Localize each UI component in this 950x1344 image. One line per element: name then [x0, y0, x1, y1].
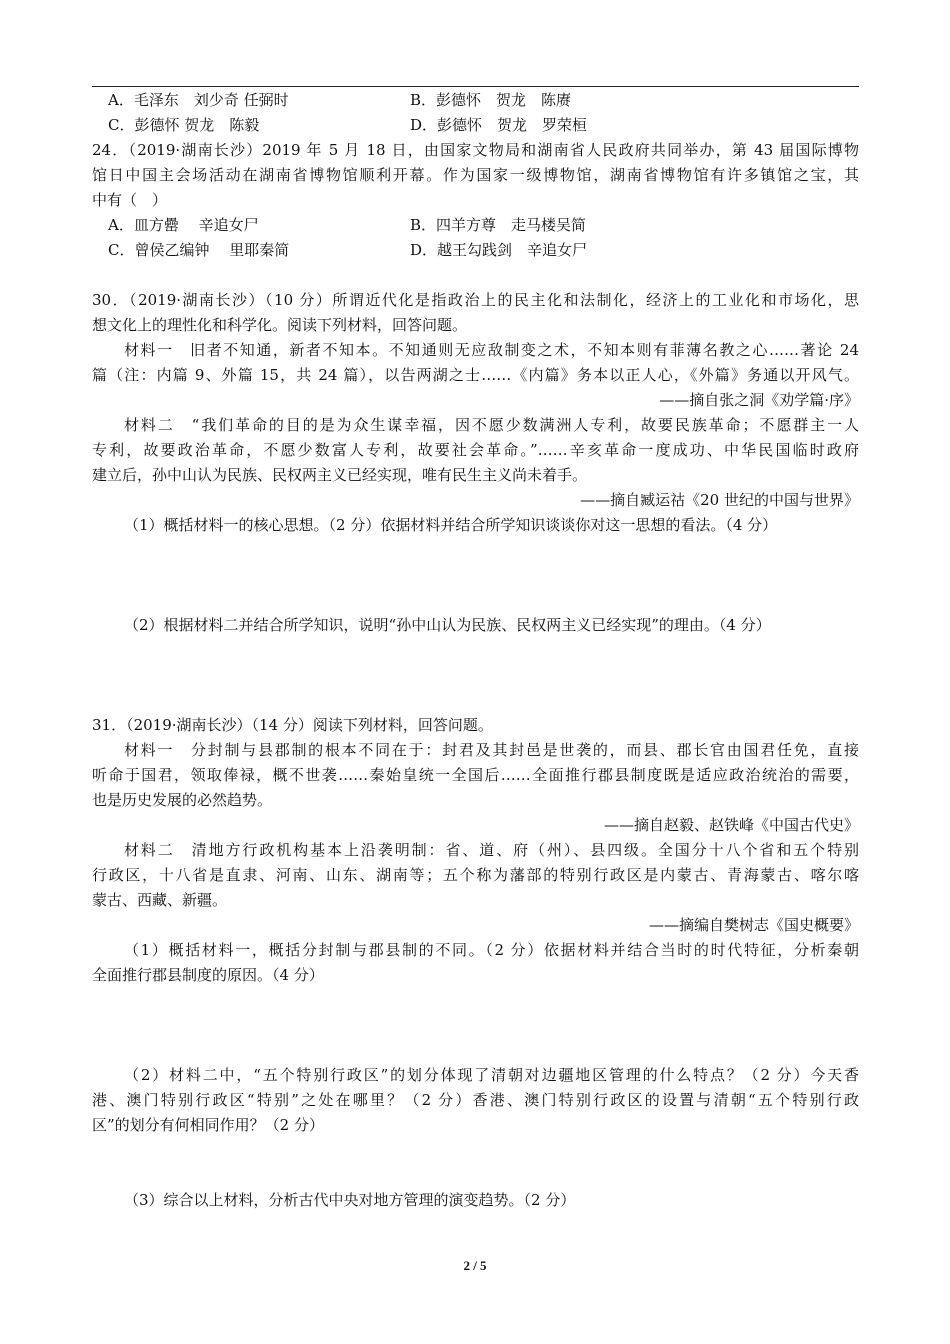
page-number: 2 / 5	[463, 1258, 487, 1273]
material-2-line: 专利，故要政治革命，不愿少数富人专利，故要社会革命。”……辛亥革命一度成功、中华民国临时政府	[92, 441, 859, 459]
sub-question-2: （2）根据材料二并结合所学知识，说明“孙中山认为民族、民权两主义已经实现”的理由。（4 分）	[124, 616, 771, 634]
material-1-source: ——摘自张之洞《劝学篇·序》	[659, 391, 859, 409]
option-a: A．毛泽东 刘少奇 任弼时	[108, 91, 289, 109]
header-rule	[92, 86, 859, 87]
material-1-line: 听命于国君，领取俸禄，概不世袭……秦始皇统一全国后……全面推行郡县制度既是适应政治统治的需要，	[92, 766, 859, 784]
sub-question-3: （3）综合以上材料，分析古代中央对地方管理的演变趋势。（2 分）	[124, 1191, 576, 1209]
option-a: A．皿方罍 辛追女尸	[108, 216, 259, 234]
material-1-line: 材料一 分封制与县郡制的根本不同在于：封君及其封邑是世袭的，而县、郡长官由国君任免，直接	[124, 741, 859, 759]
option-b: B．四羊方尊 走马楼吴简	[410, 216, 587, 234]
material-2-line: 蒙古、西藏、新疆。	[92, 891, 228, 909]
question-24-stem-line: 24．（2019·湖南长沙）2019 年 5 月 18 日，由国家文物局和湖南省人民政府共同举办，第 43 届国际博物	[92, 141, 859, 159]
option-b: B．彭德怀 贺龙 陈赓	[410, 91, 572, 109]
sub-question-1-line: （1）概括材料一，概括分封制与郡县制的不同。（2 分）依据材料并结合当时的时代特征，分析秦朝	[124, 941, 859, 959]
material-1-line: 材料一 旧者不知通，新者不知本。不知通则无应敌制变之术，不知本则有菲薄名教之心……著论 24	[124, 341, 859, 359]
material-2-line: 建立后，孙中山认为民族、民权两主义已经实现，唯有民生主义尚未着手。	[92, 466, 588, 484]
option-c: C．彭德怀 贺龙 陈毅	[108, 116, 260, 134]
material-2-line: 行政区，十八省是直隶、河南、山东、湖南等；五个称为藩部的特别行政区是内蒙古、青海蒙古、喀尔喀	[92, 866, 859, 884]
question-24-stem-line: 中有（ ）	[92, 191, 168, 209]
option-c: C．曾侯乙编钟 里耶秦简	[108, 241, 290, 259]
option-d: D．越王勾践剑 辛追女尸	[410, 241, 588, 259]
material-2-line: 材料二 清地方行政机构基本上沿袭明制：省、道、府（州）、县四级。全国分十八个省和五个特别	[124, 841, 859, 859]
question-30-stem-line: 想文化上的理性化和科学化。阅读下列材料，回答问题。	[92, 316, 468, 334]
sub-question-1: （1）概括材料一的核心思想。（2 分）依据材料并结合所学知识谈谈你对这一思想的看法。（4 分）	[124, 516, 778, 534]
question-31-stem: 31．（2019·湖南长沙）（14 分）阅读下列材料，回答问题。	[92, 716, 493, 734]
option-d: D．彭德怀 贺龙 罗荣桓	[410, 116, 588, 134]
material-1-line: 篇（注：内篇 9、外篇 15，共 24 篇），以告两湖之士……《内篇》务本以正人心，《外篇》务通以开风气。	[92, 366, 859, 384]
question-30-stem-line: 30．（2019·湖南长沙）（10 分）所谓近代化是指政治上的民主化和法制化，经济上的工业化和市场化，思	[92, 291, 859, 309]
material-2-line: 材料二 “我们革命的目的是为众生谋幸福，因不愿少数满洲人专利，故要民族革命；不愿群主一人	[124, 416, 859, 434]
material-2-source: ——摘自臧运祜《20 世纪的中国与世界》	[580, 491, 859, 509]
sub-question-1-line: 全面推行郡县制度的原因。（4 分）	[92, 966, 324, 984]
material-2-source: ——摘编自樊树志《国史概要》	[648, 916, 859, 934]
sub-question-2-line: 区”的划分有何相同作用？（2 分）	[92, 1116, 324, 1134]
sub-question-2-line: （2）材料二中，“五个特别行政区”的划分体现了清朝对边疆地区管理的什么特点？（2 分）今天香	[124, 1066, 859, 1084]
material-1-line: 也是历史发展的必然趋势。	[92, 791, 273, 809]
material-1-source: ——摘自赵毅、赵铁峰《中国古代史》	[603, 816, 859, 834]
question-24-stem-line: 馆日中国主会场活动在湖南省博物馆顺利开幕。作为国家一级博物馆，湖南省博物馆有许多镇馆之宝，其	[92, 166, 859, 184]
sub-question-2-line: 港、澳门特别行政区“特别”之处在哪里？（2 分）香港、澳门特别行政区的设置与清朝“五个特别行政	[92, 1091, 859, 1109]
